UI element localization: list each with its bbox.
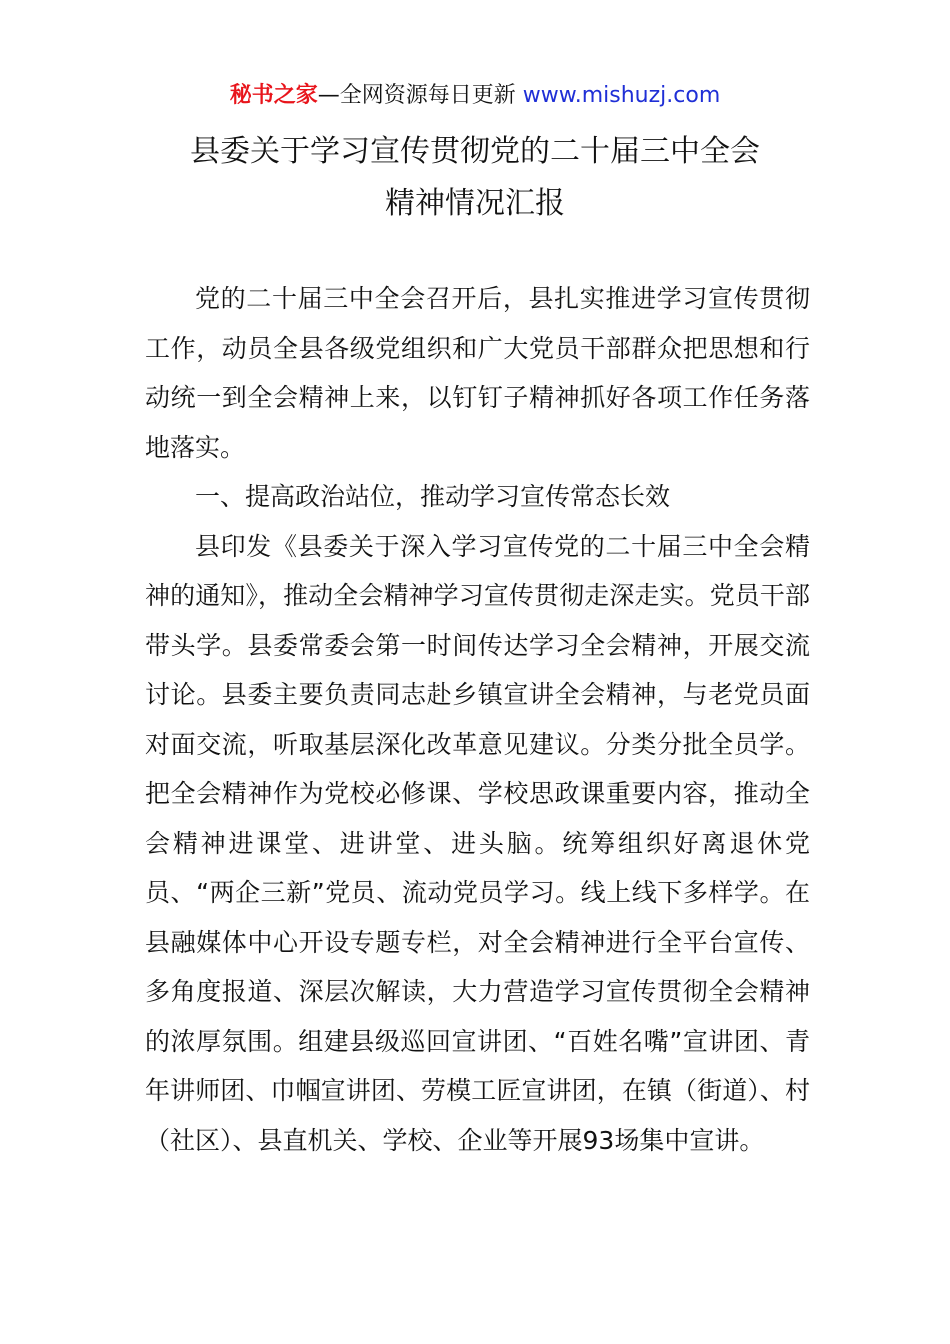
section-1-paragraph: 县印发《县委关于深入学习宣传党的二十届三中全会精神的通知》，推动全会精神学习宣传贯彻走深走实。党员干部带头学。县委常委会第一时间传达学习全会精神，开展交流讨论。县委主要负责同志赴乡镇宣讲全会精神，与老党员面对面交流，听取基层深化改革意见建议。分类分批全员学。把全会精神作为党校必修课、学校思政课重要内容，推动全会精神进课堂、进讲堂、进头脑。统筹组织好离退休党员、“两企三新”党员、流动党员学习。线上线下多样学。在县融媒体中心开设专题专栏，对全会精神进行全平台宣传、多角度报道、深层次解读，大力营造学习宣传贯彻全会精神的浓厚氛围。组建县级巡回宣讲团、“百姓名嘴”宣讲团、青年讲师团、巾帼宣讲团、劳模工匠宣讲团，在镇（街道）、村（社区）、县直机关、学校、企业等开展93场集中宣讲。 — [145, 531, 810, 1155]
site-url-link[interactable]: www.mishuzj.com — [522, 83, 721, 108]
document-body — [145, 274, 810, 1165]
document-title — [0, 126, 950, 230]
intro-paragraph: 党的二十届三中全会召开后，县扎实推进学习宣传贯彻工作，动员全县各级党组织和广大党员干部群众把思想和行动统一到全会精神上来，以钉钉子精神抓好各项工作任务落地落实。 — [145, 284, 810, 462]
site-brand: 秘书之家 — [229, 83, 318, 108]
section-heading-1: 一、提高政治站位，推动学习宣传常态长效 — [195, 482, 671, 511]
site-tagline: —全网资源每日更新 — [317, 83, 523, 108]
document-title-line-1: 县委关于学习宣传贯彻党的二十届三中全会 — [190, 134, 760, 169]
site-header — [0, 80, 950, 112]
document-title-line-2: 精神情况汇报 — [385, 186, 565, 221]
